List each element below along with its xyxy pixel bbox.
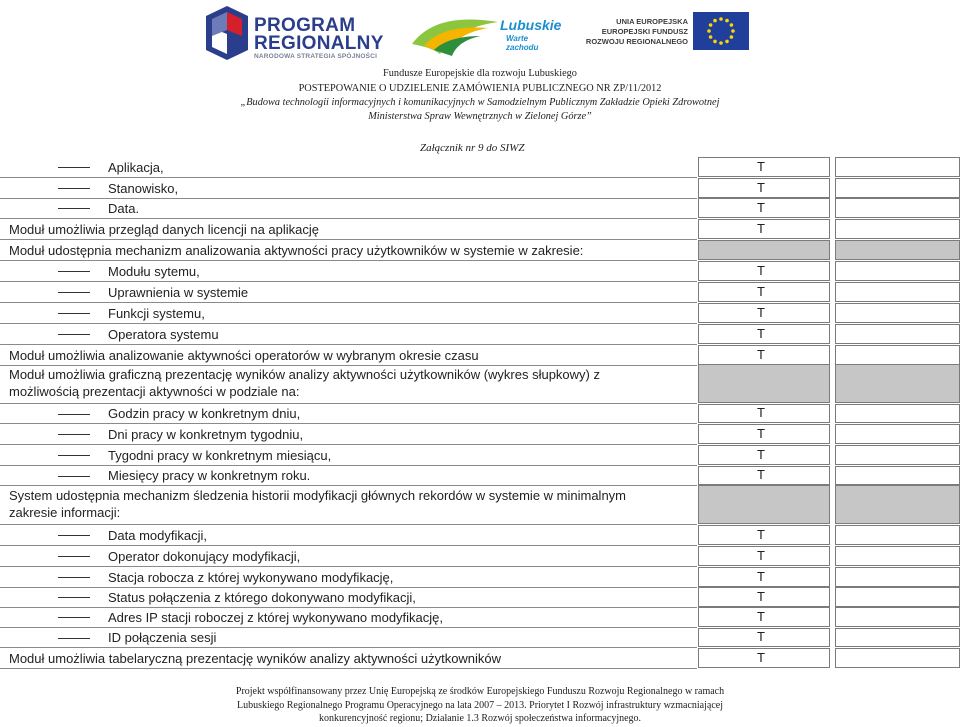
attachment-label: Załącznik nr 9 do SIWZ xyxy=(420,142,525,154)
required-mark: T xyxy=(757,326,765,341)
requirement-text-line: Data. xyxy=(108,201,140,216)
bullet-dash-icon xyxy=(58,313,90,314)
bullet-dash-icon xyxy=(58,556,90,557)
requirement-text xyxy=(9,366,600,400)
row-divider xyxy=(0,668,697,669)
table-row xyxy=(0,345,960,365)
comment-cell[interactable] xyxy=(835,424,960,444)
comment-cell[interactable] xyxy=(835,198,960,218)
table-row xyxy=(0,587,960,607)
bullet-dash-icon xyxy=(58,597,90,598)
requirement-text-line: Moduł umożliwia graficzną prezentację wyników analizy aktywności użytkowników (wykres słupkowy) z xyxy=(9,367,600,382)
requirement-text-line: Tygodni pracy w konkretnym miesiącu, xyxy=(108,448,332,463)
requirement-text xyxy=(108,548,300,565)
bullet-dash-icon xyxy=(58,334,90,335)
requirement-text xyxy=(108,284,248,301)
table-row xyxy=(0,628,960,647)
comment-cell[interactable] xyxy=(835,445,960,465)
warte-zachodu-label: Warte zachodu xyxy=(506,34,539,52)
requirement-text xyxy=(108,609,443,626)
comment-cell[interactable] xyxy=(835,525,960,545)
required-mark: T xyxy=(757,284,765,299)
required-mark: T xyxy=(757,589,765,604)
comment-cell xyxy=(835,485,960,524)
eu-logo xyxy=(585,12,755,52)
comment-cell[interactable] xyxy=(835,324,960,344)
bullet-dash-icon xyxy=(58,577,90,578)
lubuskie-logo xyxy=(410,10,562,58)
required-mark: T xyxy=(757,426,765,441)
required-mark: T xyxy=(757,629,765,644)
comment-cell[interactable] xyxy=(835,607,960,627)
efrr-label-2: ROZWOJU REGIONALNEGO xyxy=(585,37,688,46)
required-mark: T xyxy=(757,221,765,236)
requirement-text xyxy=(108,447,331,464)
required-mark: T xyxy=(757,527,765,542)
requirement-text xyxy=(108,467,310,484)
required-mark: T xyxy=(757,609,765,624)
program-regionalny-emblem-icon xyxy=(206,6,248,60)
comment-cell[interactable] xyxy=(835,178,960,198)
program-label: PROGRAM xyxy=(254,15,356,36)
bullet-dash-icon xyxy=(58,188,90,189)
required-mark: T xyxy=(757,467,765,482)
requirement-text-line: Adres IP stacji roboczej z której wykonywano modyfikację, xyxy=(108,610,444,625)
header-procedure-line: POSTEPOWANIE O UDZIELENIE ZAMÓWIENIA PUBLICZNEGO NR ZP/11/2012 xyxy=(298,83,662,94)
requirement-text xyxy=(9,487,626,521)
requirement-text-line: Moduł umożliwia przegląd danych licencji na aplikację xyxy=(9,222,319,237)
table-row xyxy=(0,219,960,239)
comment-cell[interactable] xyxy=(835,303,960,323)
comment-cell xyxy=(835,240,960,260)
table-row xyxy=(0,648,960,668)
table-row xyxy=(0,240,960,260)
bullet-dash-icon xyxy=(58,476,90,477)
table-row xyxy=(0,157,960,177)
requirement-text xyxy=(108,326,219,343)
required-mark: T xyxy=(757,447,765,462)
requirement-text-line: Aplikacja, xyxy=(108,160,164,175)
table-row xyxy=(0,364,960,403)
comment-cell[interactable] xyxy=(835,404,960,423)
requirement-text xyxy=(108,200,139,217)
lubuskie-emblem-icon xyxy=(410,10,500,58)
header-project-line-1: „Budowa technologii informacyjnych i komunikacyjnych w Samodzielnym Publicznym Zakładzie Opieki Zdrowotnej xyxy=(240,97,720,108)
regionalny-label: REGIONALNY xyxy=(254,33,384,54)
table-row xyxy=(0,445,960,465)
comment-cell[interactable] xyxy=(835,466,960,485)
comment-cell[interactable] xyxy=(835,648,960,668)
requirement-text-line: System udostępnia mechanizm śledzenia historii modyfikacji głównych rekordów w systemie w minimalnym xyxy=(9,488,627,503)
bullet-dash-icon xyxy=(58,455,90,456)
table-row xyxy=(0,466,960,485)
requirement-text xyxy=(108,527,207,544)
requirement-text-line: zakresie informacji: xyxy=(9,505,121,520)
footer-line-2: Lubuskiego Regionalnego Programu Operacyjnego na lata 2007 – 2013. Priorytet I Rozwój infrastruktury wzmacniającej xyxy=(237,700,723,711)
requirement-text-line: Moduł umożliwia analizowanie aktywności operatorów w wybranym okresie czasu xyxy=(9,348,479,363)
footer-line-3: konkurencyjność regionu; Działanie 1.3 Rozwój społeczeństwa informacyjnego. xyxy=(318,713,642,724)
requirement-text-line: Miesięcy pracy w konkretnym roku. xyxy=(108,468,311,483)
bullet-dash-icon xyxy=(58,208,90,209)
requirement-text xyxy=(108,629,216,646)
requirement-text-line: Stacja robocza z której wykonywano modyfikację, xyxy=(108,570,394,585)
eu-label: UNIA EUROPEJSKA xyxy=(616,17,688,26)
header-project-line-2: Ministerstwa Spraw Wewnętrznych w Zielonej Górze” xyxy=(368,111,592,122)
bullet-dash-icon xyxy=(58,434,90,435)
footer-line-1: Projekt współfinansowany przez Unię Europejską ze środków Europejskiego Funduszu Rozwoju Regionalnego w ramach xyxy=(235,686,725,697)
requirement-text-line: Operator dokonujący modyfikacji, xyxy=(108,549,301,564)
table-row xyxy=(0,567,960,587)
bullet-dash-icon xyxy=(58,535,90,536)
eu-flag-icon xyxy=(693,12,749,50)
comment-cell xyxy=(835,364,960,403)
required-mark: T xyxy=(757,347,765,362)
comment-cell[interactable] xyxy=(835,587,960,607)
efrr-label-1: EUROPEJSKI FUNDUSZ xyxy=(601,27,688,36)
required-mark: T xyxy=(757,263,765,278)
bullet-dash-icon xyxy=(58,414,90,415)
requirement-text xyxy=(9,650,501,667)
comment-cell[interactable] xyxy=(835,628,960,647)
table-row xyxy=(0,525,960,545)
requirement-text-line: Moduł udostępnia mechanizm analizowania aktywności pracy użytkowników w systemie w zakresie: xyxy=(9,243,584,258)
bullet-dash-icon xyxy=(58,617,90,618)
table-row xyxy=(0,546,960,566)
program-regionalny-logo xyxy=(206,6,384,64)
comment-cell[interactable] xyxy=(835,345,960,365)
bullet-dash-icon xyxy=(58,271,90,272)
requirement-text-line: Funkcji systemu, xyxy=(108,306,205,321)
comment-cell[interactable] xyxy=(835,219,960,239)
requirement-text xyxy=(108,180,178,197)
required-mark: T xyxy=(757,548,765,563)
requirement-text-line: Data modyfikacji, xyxy=(108,528,207,543)
bullet-dash-icon xyxy=(58,167,90,168)
requirement-text-line: Dni pracy w konkretnym tygodniu, xyxy=(108,427,304,442)
table-row xyxy=(0,424,960,444)
requirement-text-line: Moduł umożliwia tabelaryczną prezentację wyników analizy aktywności użytkowników xyxy=(9,651,502,666)
bullet-dash-icon xyxy=(58,292,90,293)
requirement-text-line: Stanowisko, xyxy=(108,181,179,196)
requirement-text xyxy=(108,569,393,586)
requirement-text xyxy=(9,221,319,238)
table-row xyxy=(0,485,960,524)
lubuskie-label: Lubuskie xyxy=(500,17,562,33)
table-row xyxy=(0,282,960,302)
comment-cell[interactable] xyxy=(835,261,960,281)
requirement-text xyxy=(108,263,200,280)
answer-cell xyxy=(698,485,830,524)
comment-cell[interactable] xyxy=(835,567,960,587)
requirement-text xyxy=(108,426,303,443)
comment-cell[interactable] xyxy=(835,546,960,566)
required-mark: T xyxy=(757,305,765,320)
comment-cell[interactable] xyxy=(835,157,960,177)
table-row xyxy=(0,324,960,344)
requirement-text-line: Modułu sytemu, xyxy=(108,264,200,279)
comment-cell[interactable] xyxy=(835,282,960,302)
requirement-text xyxy=(108,159,164,176)
table-row xyxy=(0,178,960,198)
required-mark: T xyxy=(757,405,765,420)
table-row xyxy=(0,198,960,218)
requirement-text-line: Uprawnienia w systemie xyxy=(108,285,249,300)
table-row xyxy=(0,607,960,627)
answer-cell xyxy=(698,364,830,403)
required-mark: T xyxy=(757,569,765,584)
answer-cell xyxy=(698,240,830,260)
required-mark: T xyxy=(757,159,765,174)
header-funds-line: Fundusze Europejskie dla rozwoju Lubuskiego xyxy=(383,68,577,79)
requirement-text xyxy=(9,347,479,364)
required-mark: T xyxy=(757,180,765,195)
requirement-text-line: Operatora systemu xyxy=(108,327,219,342)
requirement-text-line: Status połączenia z którego dokonywano modyfikacji, xyxy=(108,590,416,605)
requirement-text xyxy=(108,589,416,606)
requirement-text-line: Godzin pracy w konkretnym dniu, xyxy=(108,406,301,421)
required-mark: T xyxy=(757,650,765,665)
requirement-text-line: ID połączenia sesji xyxy=(108,630,217,645)
required-mark: T xyxy=(757,200,765,215)
strategia-label: NARODOWA STRATEGIA SPÓJNOŚCI xyxy=(254,53,378,60)
requirement-text xyxy=(9,242,583,259)
table-row xyxy=(0,303,960,323)
requirement-text xyxy=(108,405,300,422)
table-row xyxy=(0,261,960,281)
table-row xyxy=(0,404,960,423)
bullet-dash-icon xyxy=(58,638,90,639)
requirement-text xyxy=(108,305,205,322)
requirement-text-line: możliwością prezentacji aktywności w podziale na: xyxy=(9,384,300,399)
